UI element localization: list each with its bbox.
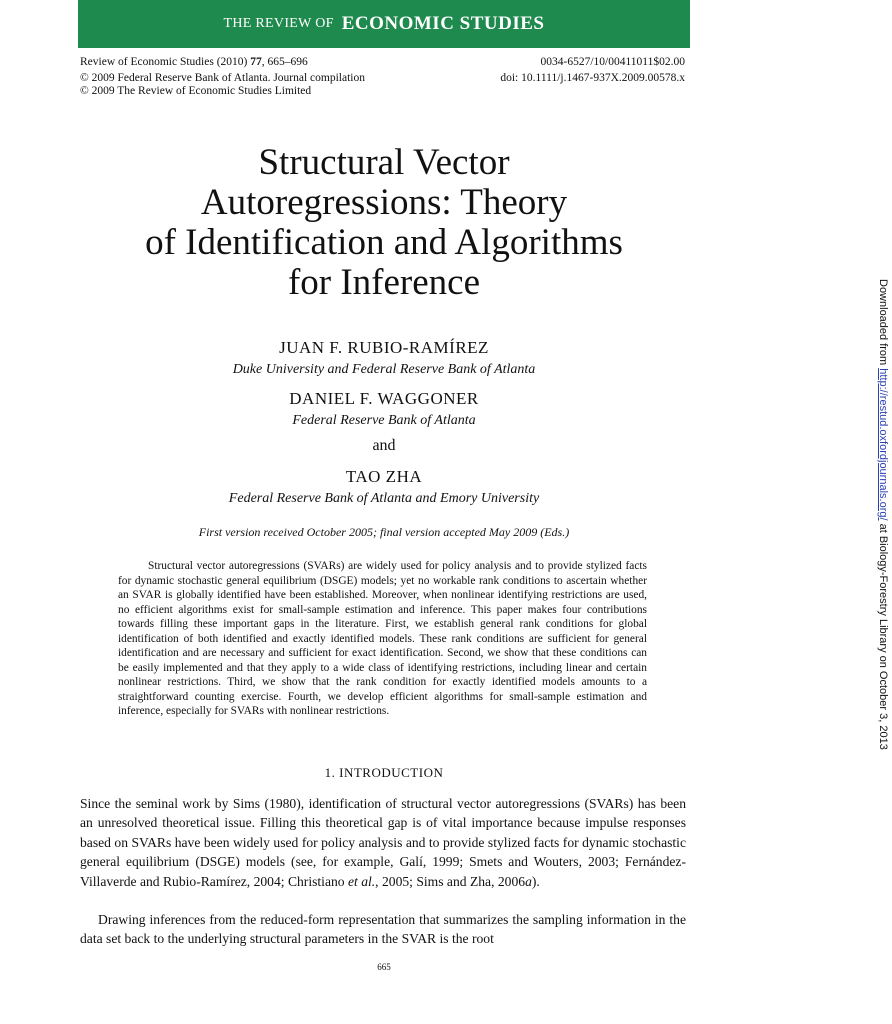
author-affiliation: Federal Reserve Bank of Atlanta and Emory University [228, 491, 540, 506]
title-line: of Identification and Algorithms [145, 222, 623, 263]
citation-volume: 77 [250, 56, 262, 68]
text-run-italic: a [525, 873, 532, 889]
text-run: , 2005; Sims and Zha, 2006 [375, 873, 526, 889]
author-name: JUAN F. RUBIO-RAMÍREZ [279, 338, 489, 357]
doi: doi: 10.1111/j.1467-937X.2009.00578.x [500, 72, 685, 84]
author-affiliation: Federal Reserve Bank of Atlanta [292, 413, 476, 428]
source-link[interactable]: http://restud.oxfordjournals.org/ [877, 368, 889, 521]
received-dates: First version received October 2005; final version accepted May 2009 (Eds.) [198, 525, 570, 539]
author-affiliation: Duke University and Federal Reserve Bank of Atlanta [232, 362, 536, 377]
citation-block [80, 56, 685, 98]
section-heading: 1. INTRODUCTION [324, 765, 444, 780]
copyright-line-2: © 2009 The Review of Economic Studies Limited [80, 85, 312, 97]
download-notice [874, 279, 892, 749]
intro-paragraph-2: Drawing inferences from the reduced-form representation that summarizes the sampling information in the data set back to the underlying structural parameters in the SVAR is the root [80, 912, 686, 947]
page-number: 665 [377, 962, 391, 972]
banner-journal-name: ECONOMIC STUDIES [341, 13, 545, 34]
banner-prefix: THE REVIEW OF [223, 16, 334, 31]
copyright-line-1: © 2009 Federal Reserve Bank of Atlanta. Journal compilation [80, 72, 365, 84]
citation [80, 56, 308, 69]
abstract: Structural vector autoregressions (SVARs) are widely used for policy analysis and to provide stylized facts for dynamic stochastic general equilibrium (DSGE) models; yet no workable rank conditions to ascertain whether an SVAR is globally identified have been established. Moreover, when nonlinear identifying restrictions are used, no efficient algorithms exist for small-sample estimation and inference. This paper makes four contributions towards filling these important gaps in the literature. First, we establish general rank conditions for global identification of both identified and exactly identified models. These rank conditions are sufficient for general identification and are necessary and sufficient for exact identification. Second, we show that these conditions can be easily implemented and that they apply to a wide class of identifying restrictions, including linear and certain nonlinear restrictions. Third, we show that the rank condition for exactly identified models amounts to a straightforward counting exercise. Fourth, we develop efficient algorithms for small-sample estimation and inference, especially for SVARs with nonlinear restrictions. [118, 560, 647, 717]
download-suffix: at Biology-Forestry Library on October 3, 2013 [877, 520, 889, 750]
author-name: DANIEL F. WAGGONER [289, 389, 479, 408]
text-run-italic: et al. [347, 873, 376, 889]
title-line: Autoregressions: Theory [200, 182, 568, 223]
paper-title [70, 143, 698, 303]
text-run: Since the seminal work by Sims (1980), identification of structural vector autoregressions (SVARs) has been an unresolved theoretical issue. Filling this theoretical gap is of vital importance because impulse responses based on SVARs have been widely used for policy analysis and to provide stylized facts for dynamic stochastic general equilibrium (DSGE) models (see, for example, Galí, 1999; Smets and Wouters, 2003; Fernández-Villaverde and Rubio-Ramírez, 2004; Christiano [80, 796, 686, 889]
title-line: for Inference [287, 262, 481, 303]
and-separator: and [372, 437, 396, 454]
journal-banner [78, 0, 690, 48]
citation-pages: , 665–696 [261, 56, 308, 68]
intro-paragraph-1 [80, 794, 686, 891]
download-prefix: Downloaded from [877, 279, 889, 369]
issn: 0034-6527/10/00411011$02.00 [540, 56, 685, 68]
title-line: Structural Vector [258, 142, 510, 183]
text-run: ). [531, 873, 540, 889]
author-name: TAO ZHA [345, 467, 423, 486]
citation-journal: Review of Economic Studies (2010) [80, 56, 251, 68]
